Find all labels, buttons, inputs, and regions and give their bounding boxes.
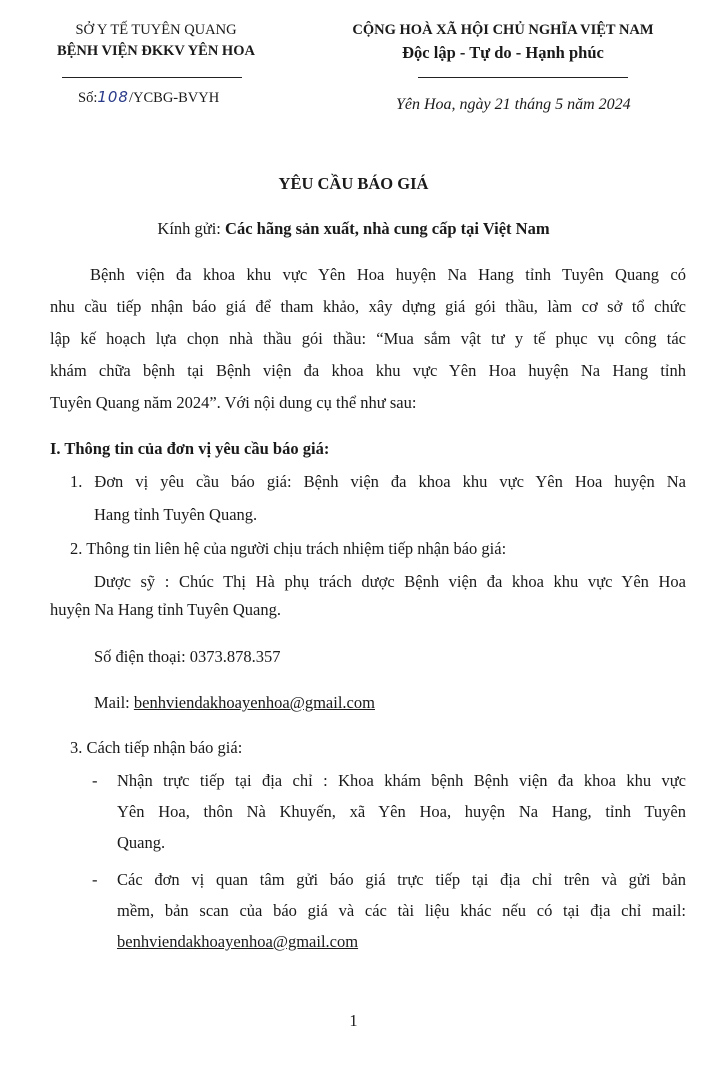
recipient-value: Các hãng sản xuất, nhà cung cấp tại Việt Nam [225, 219, 550, 238]
item-2-line-2: Dược sỹ : Chúc Thị Hà phụ trách dược Bệnh viện đa khoa khu vực Yên Hoa [94, 572, 686, 591]
bullet-2-line-1: Các đơn vị quan tâm gửi báo giá trực tiếp tại địa chỉ trên và gửi bản [117, 870, 686, 889]
bullet-2-mark: - [92, 870, 98, 889]
item-1-line-1: 1. Đơn vị yêu cầu báo giá: Bệnh viện đa khoa khu vực Yên Hoa huyện Na [70, 472, 686, 491]
item-2-line-1: 2. Thông tin liên hệ của người chịu trách nhiệm tiếp nhận báo giá: [70, 539, 507, 558]
issuer-underline [62, 77, 242, 78]
place-date: Yên Hoa, ngày 21 tháng 5 năm 2024 [396, 96, 631, 113]
issuer-parent: SỞ Y TẾ TUYÊN QUANG [75, 22, 237, 38]
issuer-name: BỆNH VIỆN ĐKKV YÊN HOA [57, 43, 255, 59]
item-1-line-2: Hang tỉnh Tuyên Quang. [94, 505, 258, 524]
bullet-2-line-2: mềm, bản scan của báo giá và các tài liệu khác nếu có tại địa chỉ mail: [117, 901, 686, 920]
recipient-label: Kính gửi: [157, 219, 226, 238]
document-number-suffix: /YCBG-BVYH [128, 90, 220, 106]
national-motto: Độc lập - Tự do - Hạnh phúc [402, 43, 604, 62]
item-3-heading: 3. Cách tiếp nhận báo giá: [70, 738, 243, 757]
intro-line-2: nhu cầu tiếp nhận báo giá để tham khảo, xây dựng giá gói thầu, làm cơ sở tổ chức [50, 297, 686, 316]
bullet-1-line-2: Yên Hoa, thôn Nà Khuyến, xã Yên Hoa, huyện Na Hang, tỉnh Tuyên [117, 802, 686, 821]
intro-line-3: lập kế hoạch lựa chọn nhà thầu gói thầu: “Mua sắm vật tư y tế phục vụ công tác [50, 329, 686, 348]
bullet-1-line-3: Quang. [117, 833, 166, 852]
national-title: CỘNG HOÀ XÃ HỘI CHỦ NGHĨA VIỆT NAM [352, 22, 654, 38]
intro-line-5: Tuyên Quang năm 2024”. Với nội dung cụ thể như sau: [50, 393, 417, 412]
motto-underline [418, 77, 628, 78]
document-number-prefix: Số: [78, 90, 98, 106]
intro-line-1: Bệnh viện đa khoa khu vực Yên Hoa huyện Na Hang tỉnh Tuyên Quang có [90, 265, 686, 284]
document-number [78, 88, 219, 107]
bullet-1-line-1: Nhận trực tiếp tại địa chỉ : Khoa khám bệnh Bệnh viện đa khoa khu vực [117, 771, 686, 790]
mail-link[interactable]: benhviendakhoayenhoa@gmail.com [133, 693, 375, 712]
recipient-line [0, 219, 707, 239]
bullet-2-mail-link[interactable]: benhviendakhoayenhoa@gmail.com [117, 932, 359, 951]
contact-mail [94, 693, 375, 713]
handwritten-number: 108 [97, 88, 129, 106]
intro-line-4: khám chữa bệnh tại Bệnh viện đa khoa khu vực Yên Hoa huyện Na Hang tỉnh [50, 361, 686, 380]
section-1-heading: I. Thông tin của đơn vị yêu cầu báo giá: [50, 439, 330, 458]
mail-label: Mail: [94, 693, 134, 712]
document-title: YÊU CẦU BÁO GIÁ [278, 174, 429, 193]
contact-phone: Số điện thoại: 0373.878.357 [94, 647, 281, 666]
page-number: 1 [349, 1011, 358, 1030]
item-2-line-3: huyện Na Hang tỉnh Tuyên Quang. [50, 600, 281, 619]
bullet-1-mark: - [92, 771, 98, 790]
